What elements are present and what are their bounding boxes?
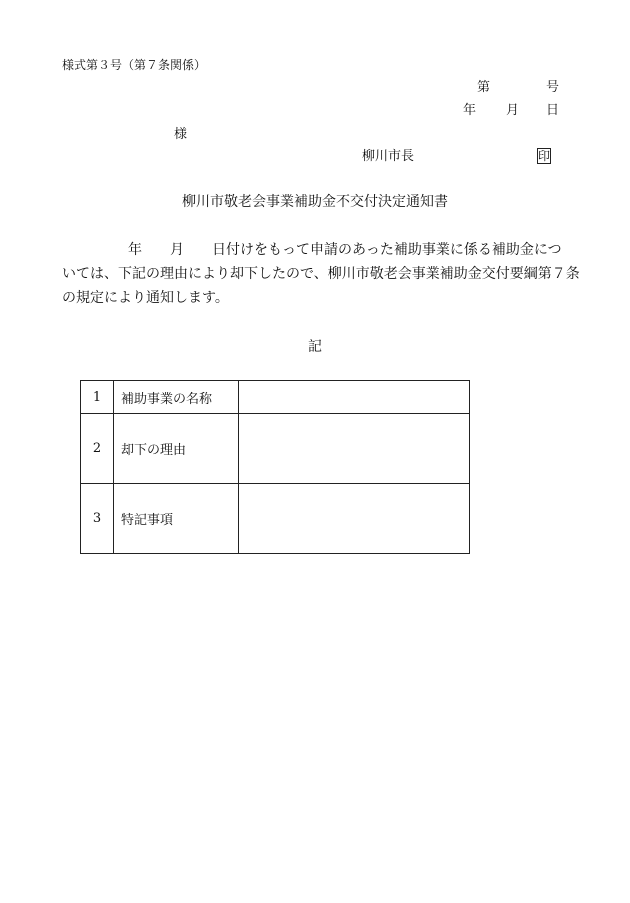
- table-row: [81, 381, 470, 414]
- body-line-1-text: 日付けをもって申請のあった補助事業に係る補助金につ: [212, 242, 562, 258]
- notice-body: [62, 243, 582, 315]
- row-number: 2: [81, 414, 114, 484]
- table-row: [81, 484, 470, 554]
- row-label: 補助事業の名称: [114, 381, 239, 414]
- ki-heading: 記: [308, 339, 322, 355]
- form-number-label: 様式第３号（第７条関係）: [62, 58, 207, 72]
- row-number: 3: [81, 484, 114, 554]
- body-month-label: 月: [170, 242, 184, 258]
- issuer-name: 柳川市長: [362, 149, 415, 164]
- row-number: 1: [81, 381, 114, 414]
- row-value-field[interactable]: [239, 414, 470, 484]
- document-number-prefix: 第: [477, 80, 491, 95]
- row-value-field[interactable]: [239, 381, 470, 414]
- table-row: [81, 414, 470, 484]
- body-year-label: 年: [128, 242, 142, 258]
- body-line-1: [62, 243, 582, 267]
- row-label: 特記事項: [114, 484, 239, 554]
- row-label: 却下の理由: [114, 414, 239, 484]
- items-table: [80, 380, 470, 554]
- date-month-label: 月: [506, 103, 520, 118]
- date-year-label: 年: [463, 103, 477, 118]
- date-day-label: 日: [546, 103, 560, 118]
- document-number-suffix: 号: [546, 80, 560, 95]
- body-line-3: の規定により通知します。: [62, 290, 229, 306]
- addressee-honorific: 様: [174, 127, 188, 142]
- row-value-field[interactable]: [239, 484, 470, 554]
- body-line-2: いては、下記の理由により却下したので、柳川市敬老会事業補助金交付要綱第７条: [62, 266, 580, 282]
- document-title: 柳川市敬老会事業補助金不交付決定通知書: [182, 194, 448, 210]
- seal-mark: 印: [538, 149, 551, 163]
